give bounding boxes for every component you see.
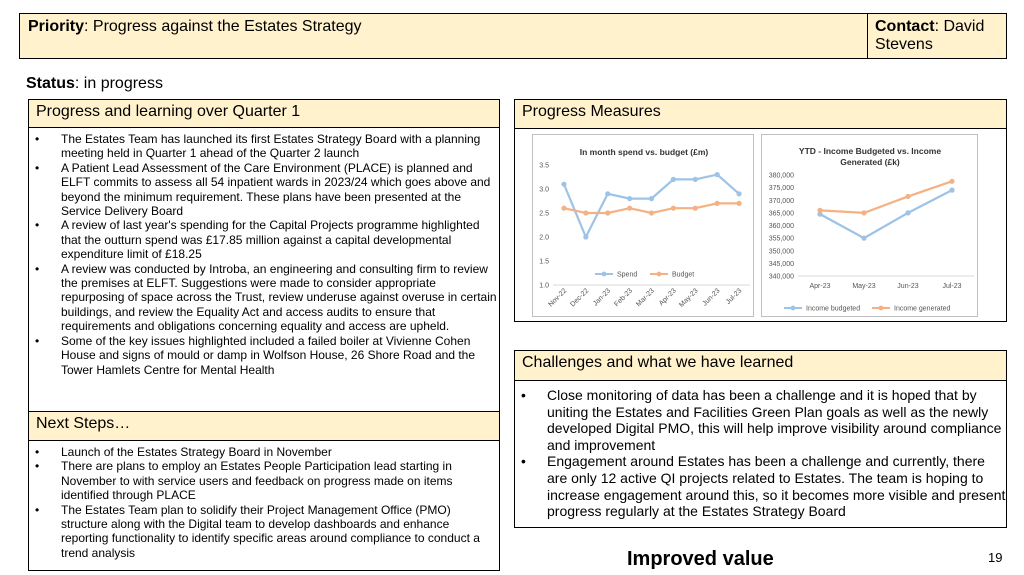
y-tick-label: 370,000: [768, 197, 794, 205]
priority-label: Priority: [28, 18, 85, 35]
next-steps-list: [29, 445, 499, 560]
page-number: 19: [988, 550, 1003, 565]
x-tick-label: May-23: [678, 287, 700, 309]
y-tick-label: 355,000: [768, 235, 794, 243]
progress-learning-header: Progress and learning over Quarter 1: [28, 99, 500, 128]
status-label: Status: [26, 75, 75, 92]
data-point: [605, 210, 610, 215]
data-point: [905, 194, 910, 199]
progress-learning-list: [29, 132, 499, 377]
y-tick-label: 340,000: [768, 273, 794, 281]
x-tick-label: Jul-23: [725, 287, 744, 306]
priority-text: : Progress against the Estates Strategy: [84, 18, 362, 35]
series-line: [820, 190, 952, 238]
legend-marker: [657, 272, 662, 277]
series-line: [820, 181, 952, 213]
data-point: [817, 208, 822, 213]
legend-marker: [602, 272, 607, 277]
improved-value-label: Improved value: [627, 548, 774, 570]
chart-title: In month spend vs. budget (£m): [579, 147, 709, 157]
list-item: • A Patient Lead Assessment of the Care Environment (PLACE) is planned and ELFT commits to assess all 54 inpatient wards in 2023/24 which goes above and beyond the minimum requirement. These plans have been presented at the Service Delivery Board: [29, 161, 499, 219]
x-tick-label: Apr-23: [657, 287, 678, 308]
series-line: [564, 175, 739, 237]
x-tick-label: Jul-23: [942, 283, 962, 290]
data-point: [736, 191, 741, 196]
income-chart-svg: [762, 135, 979, 318]
y-tick-label: 2.5: [539, 210, 549, 218]
contact-label: Contact: [875, 18, 935, 35]
data-point: [736, 201, 741, 206]
list-item: • A review was conducted by Introba, an engineering and consulting firm to review the premises at ELFT. Suggestions were made to consider appropriate repurposing of space across the Trust, review underuse against overuse in certain buildings, and review the Equality Act and access audits to ensure that requirements and obligations concerning equality and access are upheld.: [29, 262, 499, 334]
x-tick-label: May-23: [852, 283, 876, 290]
data-point: [583, 210, 588, 215]
y-tick-label: 1.5: [539, 258, 549, 266]
x-tick-label: Mar-23: [635, 287, 656, 309]
spend-budget-chart-svg: [533, 135, 755, 318]
y-tick-label: 2.0: [539, 234, 549, 242]
legend-label: Income generated: [894, 305, 951, 313]
next-steps-header: Next Steps…: [28, 411, 500, 441]
status-text: : in progress: [74, 75, 163, 92]
list-item: • There are plans to employ an Estates People Participation lead starting in November to with service users and feedback on progress made on items identified through PLACE: [29, 459, 499, 502]
data-point: [861, 210, 866, 215]
legend-marker: [879, 306, 884, 311]
data-point: [627, 196, 632, 201]
y-tick-label: 345,000: [768, 260, 794, 268]
y-tick-label: 350,000: [768, 248, 794, 256]
legend-label: Spend: [617, 271, 638, 279]
data-point: [715, 201, 720, 206]
x-tick-label: Nov-22: [547, 287, 569, 309]
list-item: • The Estates Team plan to solidify their Project Management Office (PMO) structure along with the Digital team to develop dashboards and enhance reporting functionality to identify specific areas around compliance to conduct a trend analysis: [29, 503, 499, 561]
data-point: [949, 179, 954, 184]
data-point: [671, 206, 676, 211]
legend-marker: [791, 306, 796, 311]
next-steps-body: [28, 440, 500, 571]
x-tick-label: Jun-23: [897, 283, 919, 290]
chart-title: YTD - Income Budgeted vs. Income: [798, 146, 942, 156]
priority-box: [19, 13, 868, 59]
data-point: [861, 236, 866, 241]
list-item: • The Estates Team has launched its first Estates Strategy Board with a planning meeting held in Quarter 1 ahead of the Quarter 2 launch: [29, 132, 499, 161]
legend-label: Budget: [672, 271, 695, 279]
y-tick-label: 360,000: [768, 223, 794, 230]
legend-label: Income budgeted: [806, 305, 861, 313]
contact-box: [867, 13, 1007, 59]
data-point: [905, 210, 910, 215]
data-point: [649, 210, 654, 215]
y-tick-label: 375,000: [768, 185, 794, 193]
y-tick-label: 365,000: [768, 210, 794, 218]
data-point: [583, 234, 588, 239]
status-line: [26, 75, 163, 93]
data-point: [671, 177, 676, 182]
contact-text: : David Stevens: [875, 18, 985, 53]
data-point: [715, 172, 720, 177]
list-item: • A review of last year's spending for the Capital Projects programme highlighted that the outturn spend was £17.85 million against a capital developmental expenditure limit of £18.25: [29, 218, 499, 261]
data-point: [693, 206, 698, 211]
challenges-list: [515, 387, 1006, 520]
y-tick-label: 3.0: [539, 186, 549, 194]
progress-measures-header: Progress Measures: [514, 99, 1007, 129]
list-item: • Launch of the Estates Strategy Board in November: [29, 445, 499, 459]
y-tick-label: 1.0: [539, 282, 549, 290]
income-chart: [761, 134, 978, 317]
data-point: [693, 177, 698, 182]
data-point: [561, 206, 566, 211]
spend-budget-chart: [532, 134, 754, 317]
challenges-body: [514, 380, 1007, 528]
data-point: [605, 191, 610, 196]
progress-learning-body: [28, 127, 500, 412]
x-tick-label: Apr-23: [809, 283, 831, 290]
y-tick-label: 380,000: [768, 172, 794, 180]
chart-title: Generated (£k): [840, 157, 900, 167]
x-tick-label: Feb-23: [613, 287, 635, 309]
list-item: • Engagement around Estates has been a challenge and currently, there are only 12 active QI projects related to Estates. The team is hoping to increase engagement around this, so it becomes more visible and present progress regularly at the Estates Strategy Board: [515, 453, 1006, 519]
list-item: • Close monitoring of data has been a challenge and it is hoped that by uniting the Estates and Facilities Green Plan goals as well as the newly developed Digital PMO, this will help improve visibility around compliance and improvement: [515, 387, 1006, 453]
data-point: [649, 196, 654, 201]
x-tick-label: Dec-22: [569, 287, 591, 309]
x-tick-label: Jun-23: [701, 287, 722, 308]
challenges-header: Challenges and what we have learned: [514, 350, 1007, 381]
data-point: [561, 182, 566, 187]
data-point: [627, 206, 632, 211]
x-tick-label: Jan-23: [592, 287, 613, 308]
y-tick-label: 3.5: [539, 162, 549, 170]
data-point: [949, 188, 954, 193]
list-item: • Some of the key issues highlighted included a failed boiler at Vivienne Cohen House and signs of mould or damp in Wolfson House, 26 Shore Road and the Tower Hamlets Centre for Mental Health: [29, 334, 499, 377]
